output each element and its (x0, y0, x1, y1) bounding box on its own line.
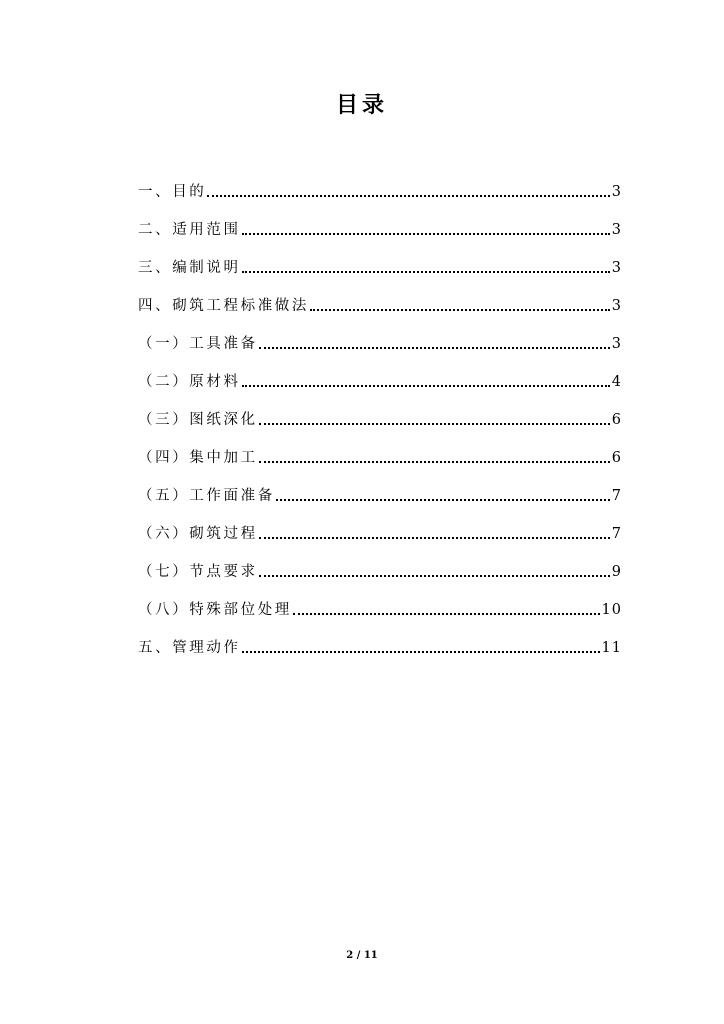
toc-entry-label: （七）节点要求 (138, 564, 258, 580)
toc-entry-label: 四、砌筑工程标准做法 (138, 298, 309, 314)
toc-entry-page: 6 (611, 412, 622, 428)
toc-entry-page: 3 (611, 222, 622, 238)
toc-entry[interactable] (138, 358, 622, 396)
toc-entry[interactable] (138, 586, 622, 624)
toc-entry-label: 三、编制说明 (138, 260, 241, 276)
toc-entry-page: 9 (611, 564, 622, 580)
toc-entry[interactable] (138, 434, 622, 472)
toc-entry-page: 10 (601, 602, 622, 618)
toc-entry-label: 一、目的 (138, 184, 207, 200)
toc-entry-page: 7 (611, 526, 622, 542)
toc-dot-leader (293, 612, 600, 615)
toc-entry-label: 二、适用范围 (138, 222, 241, 238)
toc-entry-label: （一）工具准备 (138, 336, 258, 352)
toc-entry-page: 6 (611, 450, 622, 466)
page-title: 目录 (335, 93, 388, 118)
toc-entry-page: 3 (611, 260, 622, 276)
toc-entry[interactable] (138, 168, 622, 206)
toc-entry[interactable] (138, 624, 622, 662)
page-number-footer: 2 / 11 (346, 950, 378, 961)
toc-entry-label: （三）图纸深化 (138, 412, 258, 428)
toc-dot-leader (259, 346, 610, 349)
toc-dot-leader (276, 498, 610, 501)
toc-entry-label: （四）集中加工 (138, 450, 258, 466)
toc-entry-page: 11 (601, 640, 622, 656)
toc-entry-page: 3 (611, 336, 622, 352)
toc-entry-label: 五、管理动作 (138, 640, 241, 656)
toc-entry[interactable] (138, 548, 622, 586)
toc-entry[interactable] (138, 396, 622, 434)
toc-entry-page: 3 (611, 298, 622, 314)
toc-dot-leader (242, 232, 610, 235)
toc-entry[interactable] (138, 320, 622, 358)
toc-entry[interactable] (138, 510, 622, 548)
toc-dot-leader (259, 574, 610, 577)
toc-dot-leader (242, 650, 600, 653)
toc-dot-leader (242, 384, 610, 387)
toc-entry-page: 3 (611, 184, 622, 200)
toc-dot-leader (207, 194, 609, 197)
toc-entry-label: （五）工作面准备 (138, 488, 275, 504)
toc-entry-label: （六）砌筑过程 (138, 526, 258, 542)
toc-entry-label: （二）原材料 (138, 374, 241, 390)
toc-entry[interactable] (138, 472, 622, 510)
toc-entry[interactable] (138, 282, 622, 320)
toc-dot-leader (242, 270, 610, 273)
toc-dot-leader (310, 308, 610, 311)
toc-entry-page: 7 (611, 488, 622, 504)
toc-dot-leader (259, 422, 610, 425)
toc-dot-leader (259, 460, 610, 463)
toc-entry-label: （八）特殊部位处理 (138, 602, 292, 618)
table-of-contents (138, 168, 622, 662)
toc-entry-page: 4 (611, 374, 622, 390)
toc-dot-leader (259, 536, 610, 539)
toc-entry[interactable] (138, 206, 622, 244)
toc-entry[interactable] (138, 244, 622, 282)
